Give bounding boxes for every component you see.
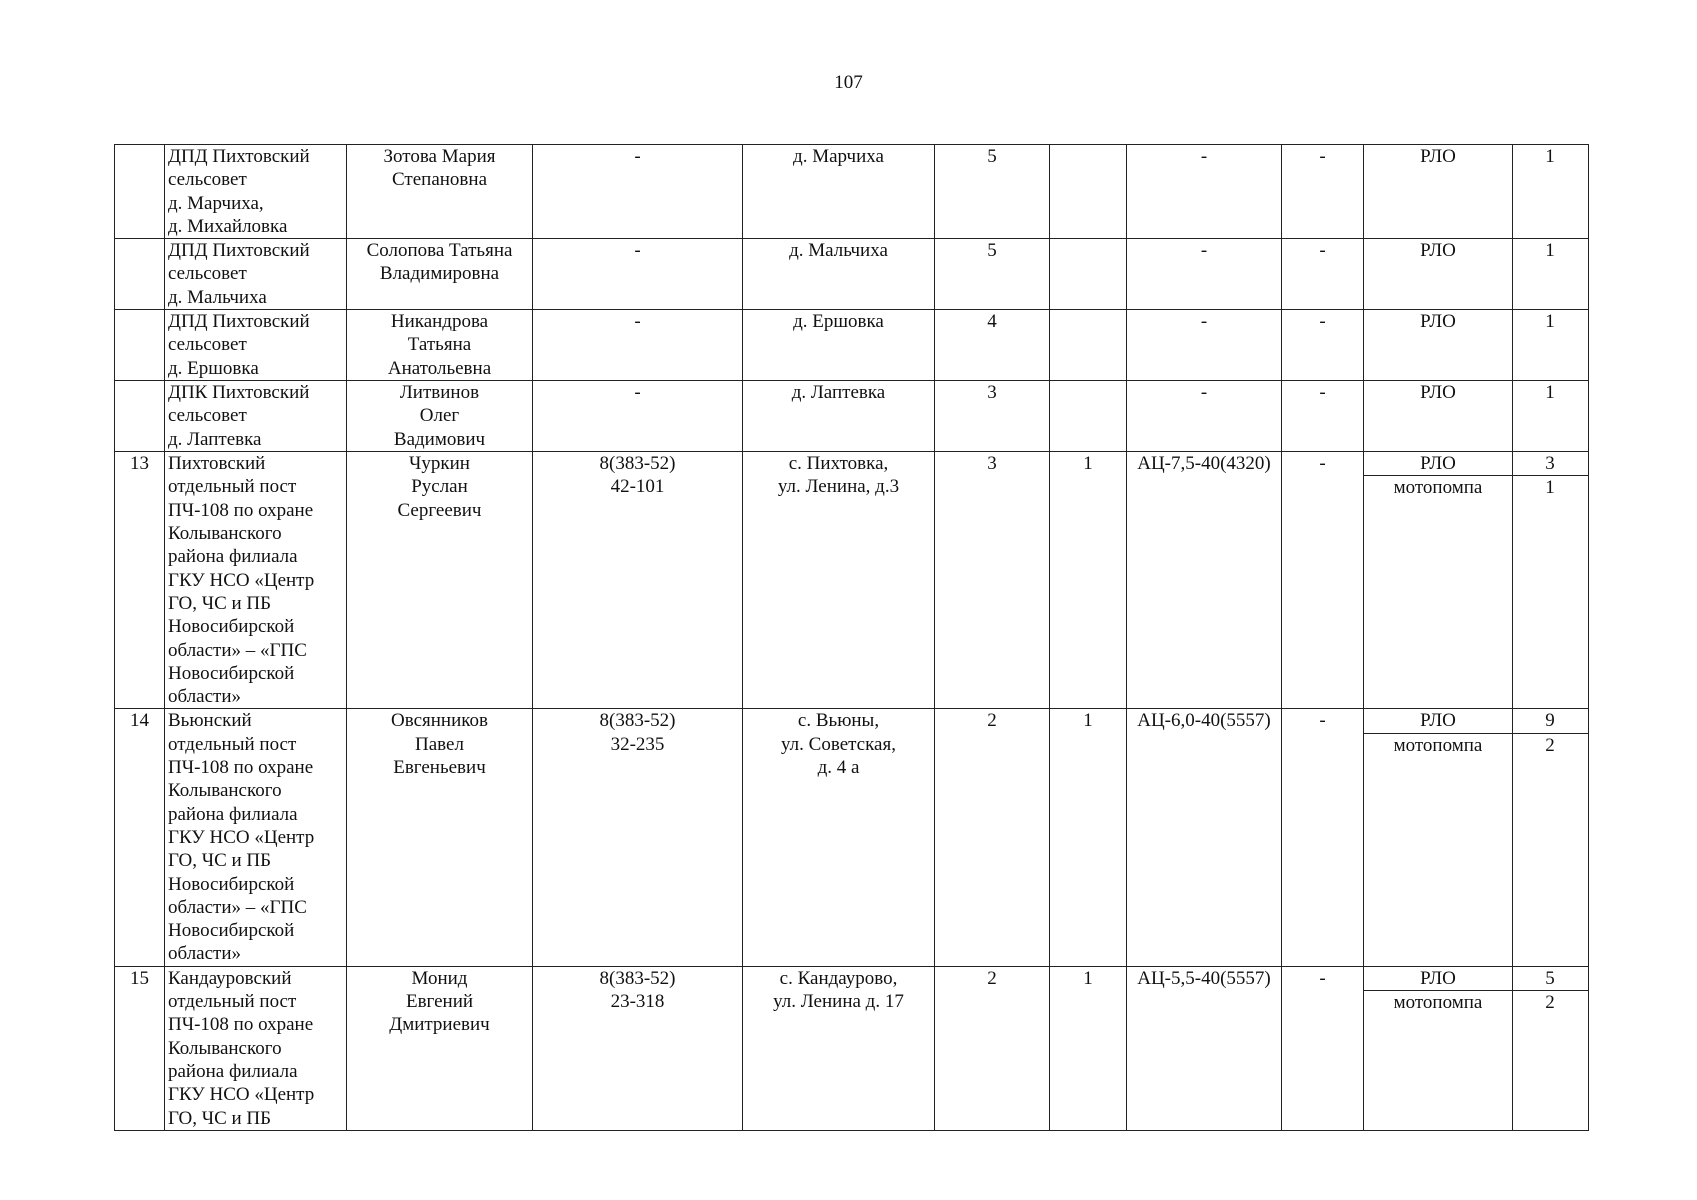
unit-name (165, 145, 347, 239)
phone-line: 42-101 (610, 476, 665, 498)
head-name-line: Павел (415, 733, 464, 755)
equipment-name: мотопомпа (1393, 992, 1483, 1014)
unit-name-line: сельсовет (168, 334, 247, 356)
vehicle-count (1050, 239, 1127, 310)
equipment-count: 1 (1545, 382, 1555, 404)
vehicle-count (1050, 145, 1127, 239)
unit-name-line: ПЧ-108 по охране (168, 499, 314, 521)
head-name (347, 452, 533, 709)
unit-name-line: района филиала (168, 1060, 298, 1082)
address (743, 239, 935, 310)
unit-name (165, 966, 347, 1130)
equipment-divider (1512, 381, 1513, 451)
equipment-name: РЛО (1420, 453, 1456, 475)
head-name (347, 966, 533, 1130)
equipment-count: 1 (1545, 240, 1555, 262)
equipment-name: РЛО (1420, 382, 1456, 404)
head-name-line: Овсянников (391, 710, 488, 732)
equipment-count: 5 (1545, 967, 1555, 989)
address-line: с. Вьюны, (797, 710, 880, 732)
unit-name-line: области» – «ГПС (168, 639, 307, 661)
unit-name-line: ДПД Пихтовский (168, 240, 310, 262)
equipment-item (1364, 239, 1588, 262)
equipment-item (1364, 734, 1588, 757)
table-row (115, 145, 1589, 239)
address-line: с. Кандаурово, (779, 967, 898, 989)
head-name-line: Евгений (405, 991, 474, 1013)
equipment-item (1364, 967, 1588, 991)
unit-name-line: ГКУ НСО «Центр (168, 1084, 315, 1106)
vehicle-type: АЦ-6,0-40(5557) (1127, 709, 1282, 966)
row-number: 13 (115, 452, 165, 709)
unit-name (165, 452, 347, 709)
extra-equipment: - (1282, 709, 1364, 966)
unit-name-line: сельсовет (168, 263, 247, 285)
phone (533, 966, 743, 1130)
phone (533, 452, 743, 709)
equipment-cell (1364, 239, 1589, 310)
personnel-count: 3 (935, 452, 1050, 709)
head-name (347, 381, 533, 452)
equipment-divider (1512, 709, 1513, 965)
phone (533, 709, 743, 966)
equipment-item (1364, 310, 1588, 333)
table-body (115, 145, 1589, 1131)
unit-name-line: д. Ершовка (168, 357, 259, 379)
unit-name-line: Новосибирской (168, 920, 295, 942)
phone (533, 310, 743, 381)
equipment-name: мотопомпа (1393, 734, 1483, 756)
head-name-line: Анатольевна (387, 357, 492, 379)
address-line: д. Марчиха (793, 146, 884, 167)
address-line: ул. Ленина, д.3 (777, 476, 900, 498)
unit-name-line: ГО, ЧС и ПБ (168, 1107, 272, 1129)
table-row (115, 452, 1589, 709)
head-name-line: Солопова Татьяна (366, 240, 513, 262)
phone-line: - (634, 240, 641, 262)
equipment-item (1364, 991, 1588, 1014)
unit-name-line: сельсовет (168, 405, 247, 427)
unit-name (165, 239, 347, 310)
address-line: ул. Советская, (781, 733, 896, 755)
phone-line: 23-318 (610, 991, 665, 1013)
equipment-count: 1 (1545, 311, 1555, 333)
equipment-divider (1512, 145, 1513, 238)
address (743, 145, 935, 239)
personnel-count: 5 (935, 239, 1050, 310)
head-name-line: Евгеньевич (393, 757, 486, 779)
personnel-count: 4 (935, 310, 1050, 381)
unit-name-line: Колыванского (168, 1037, 282, 1059)
head-name-line: Олег (419, 405, 460, 427)
unit-name (165, 381, 347, 452)
equipment-count: 1 (1545, 477, 1555, 499)
equipment-count: 3 (1545, 453, 1555, 475)
fire-stations-table (114, 144, 1589, 1131)
phone (533, 381, 743, 452)
address-line: с. Пихтовка, (788, 453, 889, 475)
extra-equipment: - (1282, 452, 1364, 709)
head-name (347, 709, 533, 966)
unit-name-line: отдельный пост (168, 733, 297, 755)
unit-name (165, 709, 347, 966)
vehicle-type: - (1127, 381, 1282, 452)
unit-name-line: Колыванского (168, 780, 282, 802)
vehicle-count (1050, 310, 1127, 381)
address-line: д. 4 а (817, 757, 860, 779)
head-name-line: Владимировна (379, 263, 500, 285)
equipment-name: РЛО (1420, 710, 1456, 732)
equipment-name: РЛО (1420, 240, 1456, 262)
row-number (115, 381, 165, 452)
unit-name-line: района филиала (168, 803, 298, 825)
unit-name-line: ГО, ЧС и ПБ (168, 850, 272, 872)
unit-name-line: Новосибирской (168, 873, 295, 895)
unit-name-line: отдельный пост (168, 991, 297, 1013)
address-line: ул. Ленина д. 17 (773, 991, 904, 1013)
phone-line: 32-235 (610, 733, 665, 755)
equipment-cell (1364, 145, 1589, 239)
unit-name-line: Пихтовский (168, 453, 266, 475)
head-name (347, 239, 533, 310)
vehicle-type: - (1127, 145, 1282, 239)
equipment-divider (1512, 239, 1513, 309)
vehicle-count: 1 (1050, 709, 1127, 966)
unit-name-line: д. Лаптевка (168, 428, 262, 450)
head-name-line: Сергеевич (397, 499, 482, 521)
head-name-line: Литвинов (399, 382, 480, 404)
equipment-divider (1512, 310, 1513, 380)
phone-line: 8(383-52) (599, 967, 676, 989)
unit-name (165, 310, 347, 381)
phone-line: 8(383-52) (599, 453, 676, 475)
equipment-cell (1364, 310, 1589, 381)
page-number: 107 (834, 72, 863, 93)
table-row (115, 709, 1589, 966)
head-name-line: Монид (411, 967, 468, 989)
head-name-line: Степановна (392, 169, 487, 191)
equipment-item (1364, 145, 1588, 168)
phone-line: 8(383-52) (599, 710, 676, 732)
equipment-divider (1512, 967, 1513, 1130)
vehicle-type: - (1127, 310, 1282, 381)
personnel-count: 2 (935, 966, 1050, 1130)
phone-line: - (634, 382, 641, 404)
unit-name-line: д. Марчиха, (168, 192, 264, 214)
personnel-count: 3 (935, 381, 1050, 452)
vehicle-count: 1 (1050, 966, 1127, 1130)
head-name (347, 145, 533, 239)
unit-name-line: ДПД Пихтовский (168, 311, 310, 333)
personnel-count: 2 (935, 709, 1050, 966)
extra-equipment: - (1282, 145, 1364, 239)
equipment-name: РЛО (1420, 146, 1456, 167)
address-line: д. Лаптевка (791, 382, 886, 404)
vehicle-type: - (1127, 239, 1282, 310)
unit-name-line: ДПД Пихтовский (168, 146, 310, 167)
address (743, 310, 935, 381)
unit-name-line: области» – «ГПС (168, 896, 307, 918)
head-name-line: Никандрова (390, 311, 489, 333)
equipment-cell (1364, 381, 1589, 452)
unit-name-line: д. Мальчиха (168, 286, 267, 308)
unit-name-line: ГКУ НСО «Центр (168, 569, 315, 591)
equipment-item (1364, 709, 1588, 733)
unit-name-line: ДПК Пихтовский (168, 382, 310, 404)
equipment-item (1364, 452, 1588, 476)
unit-name-line: области» (168, 943, 242, 965)
equipment-name: РЛО (1420, 311, 1456, 333)
phone (533, 145, 743, 239)
equipment-count: 1 (1545, 146, 1555, 167)
head-name-line: Вадимович (393, 428, 486, 450)
unit-name-line: области» (168, 686, 242, 708)
equipment-item (1364, 476, 1588, 499)
head-name-line: Чуркин (409, 453, 470, 475)
address-line: д. Ершовка (793, 311, 884, 333)
unit-name-line: Новосибирской (168, 616, 295, 638)
unit-name-line: сельсовет (168, 169, 247, 191)
equipment-count: 9 (1545, 710, 1555, 732)
table-row (115, 310, 1589, 381)
address (743, 709, 935, 966)
row-number: 14 (115, 709, 165, 966)
row-number (115, 310, 165, 381)
address (743, 966, 935, 1130)
row-number: 15 (115, 966, 165, 1130)
vehicle-type: АЦ-5,5-40(5557) (1127, 966, 1282, 1130)
head-name-line: Дмитриевич (389, 1014, 490, 1036)
equipment-count: 2 (1545, 992, 1555, 1014)
unit-name-line: ГО, ЧС и ПБ (168, 592, 272, 614)
extra-equipment: - (1282, 381, 1364, 452)
unit-name-line: Колыванского (168, 523, 282, 545)
vehicle-count (1050, 381, 1127, 452)
unit-name-line: д. Михайловка (168, 215, 288, 237)
phone (533, 239, 743, 310)
equipment-name: РЛО (1420, 967, 1456, 989)
unit-name-line: Вьюнский (168, 710, 252, 732)
extra-equipment: - (1282, 239, 1364, 310)
extra-equipment: - (1282, 966, 1364, 1130)
table-row (115, 381, 1589, 452)
equipment-item (1364, 381, 1588, 404)
head-name-line: Татьяна (407, 334, 472, 356)
address (743, 452, 935, 709)
unit-name-line: отдельный пост (168, 476, 297, 498)
phone-line: - (634, 146, 641, 167)
vehicle-type: АЦ-7,5-40(4320) (1127, 452, 1282, 709)
address (743, 381, 935, 452)
unit-name-line: Кандауровский (168, 967, 292, 989)
table-row (115, 966, 1589, 1130)
equipment-cell (1364, 709, 1589, 966)
address-line: д. Мальчиха (789, 240, 888, 262)
table-row (115, 239, 1589, 310)
unit-name-line: ГКУ НСО «Центр (168, 826, 315, 848)
phone-line: - (634, 311, 641, 333)
unit-name-line: района филиала (168, 546, 298, 568)
equipment-cell (1364, 966, 1589, 1130)
extra-equipment: - (1282, 310, 1364, 381)
unit-name-line: Новосибирской (168, 662, 295, 684)
row-number (115, 145, 165, 239)
equipment-cell (1364, 452, 1589, 709)
unit-name-line: ПЧ-108 по охране (168, 757, 314, 779)
equipment-divider (1512, 452, 1513, 708)
head-name-line: Руслан (411, 476, 468, 498)
vehicle-count: 1 (1050, 452, 1127, 709)
equipment-name: мотопомпа (1393, 477, 1483, 499)
equipment-count: 2 (1545, 734, 1555, 756)
head-name (347, 310, 533, 381)
head-name-line: Зотова Мария (383, 146, 496, 167)
row-number (115, 239, 165, 310)
personnel-count: 5 (935, 145, 1050, 239)
unit-name-line: ПЧ-108 по охране (168, 1014, 314, 1036)
